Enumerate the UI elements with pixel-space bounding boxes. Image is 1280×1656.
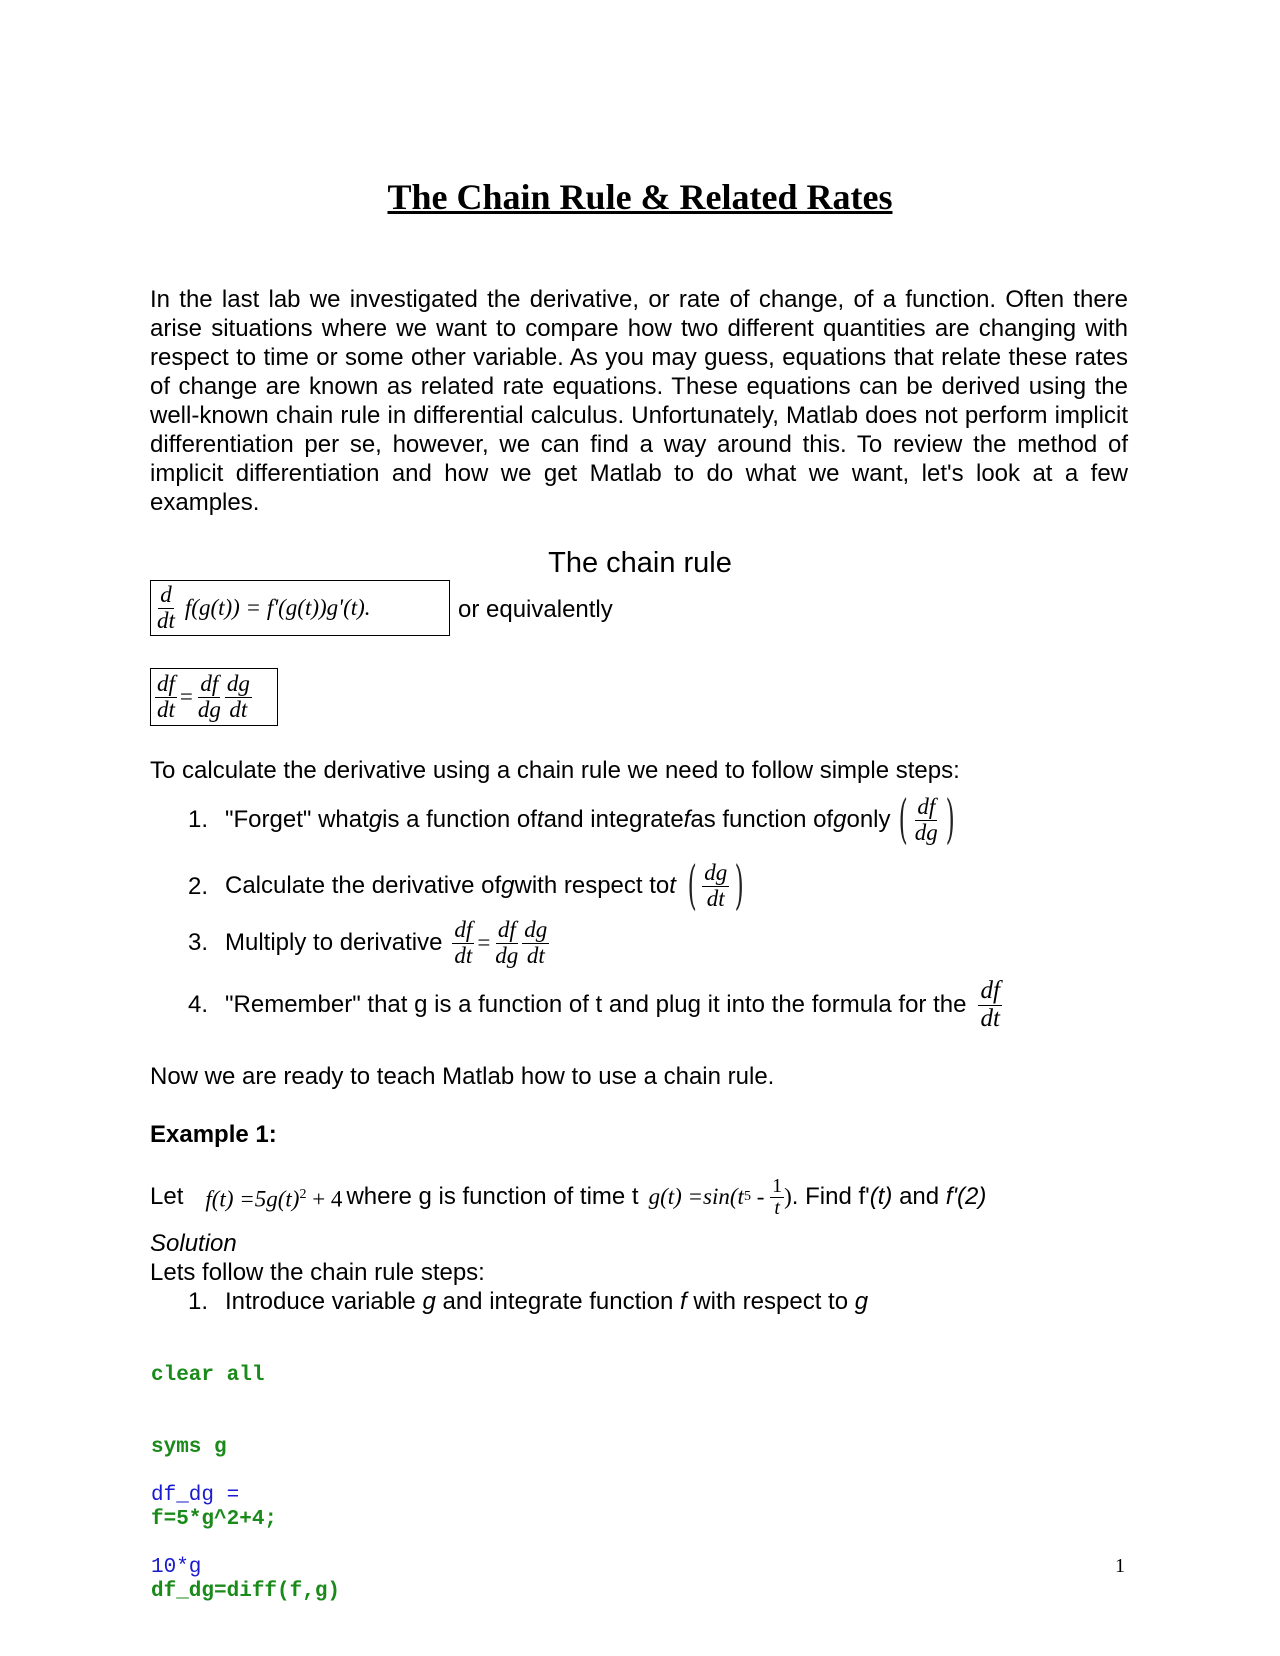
step-number: 2. [188, 873, 209, 900]
var-f: f [679, 1288, 687, 1315]
chain-rule-formula-box [150, 580, 450, 636]
df-dt-fraction: $\frac{df}{dt}$ [980, 977, 1000, 1032]
g-definition: g(t) =sin(t 5 - $\frac{1}{t}$ ) [648, 1174, 792, 1219]
chain-rule-heading: The chain rule [548, 547, 732, 579]
example-text: . Find f' [791, 1183, 870, 1210]
var-f: f [683, 806, 691, 833]
dg-dt-fraction: $\frac{dg}{dt}$ [524, 917, 548, 968]
var-g: g [833, 806, 847, 833]
df-dg-fraction: $\frac{df}{dg}$ [914, 794, 938, 845]
step-text: only [846, 806, 891, 833]
step-number: 1. [188, 1288, 209, 1315]
example-problem [150, 1170, 986, 1224]
code-line: syms g [151, 1436, 227, 1459]
intro-paragraph: In the last lab we investigated the derivative, or rate of change, of a function. Often there arise situations where we want to compare how two different quantities are changing with respect to time or some other variable. As you may guess, equations that relate these rates of change are known as related rate equations. These equations can be derived using the well-known chain rule in differential calculus. Unfortunately, Matlab does not perform implicit differentiation per se, however, we can find a way around this. To review the method of implicit differentiation and how we get Matlab to do what we want, let's look at a few examples. [150, 286, 1128, 516]
d-dt-fraction: $\frac{d}{dt}$ [157, 582, 175, 633]
leibniz-formula [452, 918, 549, 967]
step-text: Introduce variable [225, 1288, 423, 1315]
var-g: g [501, 872, 515, 899]
step-text: Multiply to derivative [225, 929, 443, 956]
step-text: and integrate [543, 806, 684, 833]
right-paren: ) [945, 790, 955, 850]
dg-dt-fraction: $\frac{dg}{dt}$ [226, 671, 250, 722]
output-line: 10*g [151, 1556, 202, 1579]
step-text: with respect to [514, 872, 670, 899]
solution-label: Solution [150, 1230, 237, 1257]
ready-text: Now we are ready to teach Matlab how to use a chain rule. [150, 1063, 775, 1090]
output-line: df_dg = [151, 1484, 240, 1507]
page-number: 1 [1115, 1555, 1125, 1577]
df-dg-fraction: $\frac{df}{dg}$ [495, 917, 519, 968]
step-4 [225, 974, 1002, 1036]
var-g: g [854, 1288, 869, 1315]
equals-sign: = [179, 684, 193, 709]
right-paren: ) [734, 856, 744, 916]
left-paren: ( [687, 856, 697, 916]
step-text: with respect to [686, 1288, 855, 1315]
f-prime-2: f'(2) [945, 1183, 987, 1210]
dg-dt-fraction: $\frac{dg}{dt}$ [704, 860, 728, 911]
step-text: Calculate the derivative of [225, 872, 502, 899]
example-text: and [892, 1183, 946, 1210]
matlab-output-block [151, 1436, 239, 1628]
steps-intro: To calculate the derivative using a chain rule we need to follow simple steps: [150, 757, 960, 784]
chain-rule-expression: f(g(t)) = f'(g(t))g'(t). [184, 595, 371, 620]
solution-step-1 [225, 1288, 868, 1316]
leibniz-formula-box [150, 668, 278, 726]
df-dt-fraction: $\frac{df}{dt}$ [454, 917, 473, 968]
page-title: The Chain Rule & Related Rates [387, 177, 893, 217]
step-2 [225, 856, 750, 916]
or-equivalently-text: or equivalently [458, 596, 613, 623]
step-number: 1. [188, 806, 209, 833]
var-t: t [536, 806, 544, 833]
one-over-t-fraction: $\frac{1}{t}$ [772, 1174, 783, 1219]
var-g: g [368, 806, 383, 833]
step-number: 3. [188, 929, 209, 956]
df-dg-fraction: $\frac{df}{dg}$ [197, 671, 221, 722]
var-t: (t) [869, 1183, 893, 1210]
left-paren: ( [898, 790, 908, 850]
step-text: "Remember" that g is a function of t and plug it into the formula for the [225, 991, 967, 1018]
df-dt-fraction: $\frac{df}{dt}$ [157, 671, 175, 722]
step-text: "Forget" what [225, 806, 369, 833]
var-g: g [422, 1288, 436, 1315]
example-text: where g is function of time t [346, 1183, 639, 1210]
step-text: is a function of [382, 806, 537, 833]
step-text: as function of [690, 806, 834, 833]
follow-text: Lets follow the chain rule steps: [150, 1259, 485, 1286]
example-heading: Example 1: [150, 1121, 277, 1148]
equals-sign: = [477, 930, 491, 955]
code-line: clear all [151, 1364, 265, 1387]
let-text: Let [150, 1183, 184, 1210]
step-number: 4. [188, 991, 209, 1018]
step-1 [225, 790, 960, 850]
step-text: and integrate function [435, 1288, 680, 1315]
f-definition: $f(t) =5g(t)^2 + 4$ [205, 1186, 343, 1212]
code-line: f=5*g^2+4; [151, 1508, 278, 1531]
code-line: df_dg=diff(f,g) [151, 1580, 341, 1603]
var-t: t [669, 872, 676, 899]
step-3 [225, 914, 549, 972]
